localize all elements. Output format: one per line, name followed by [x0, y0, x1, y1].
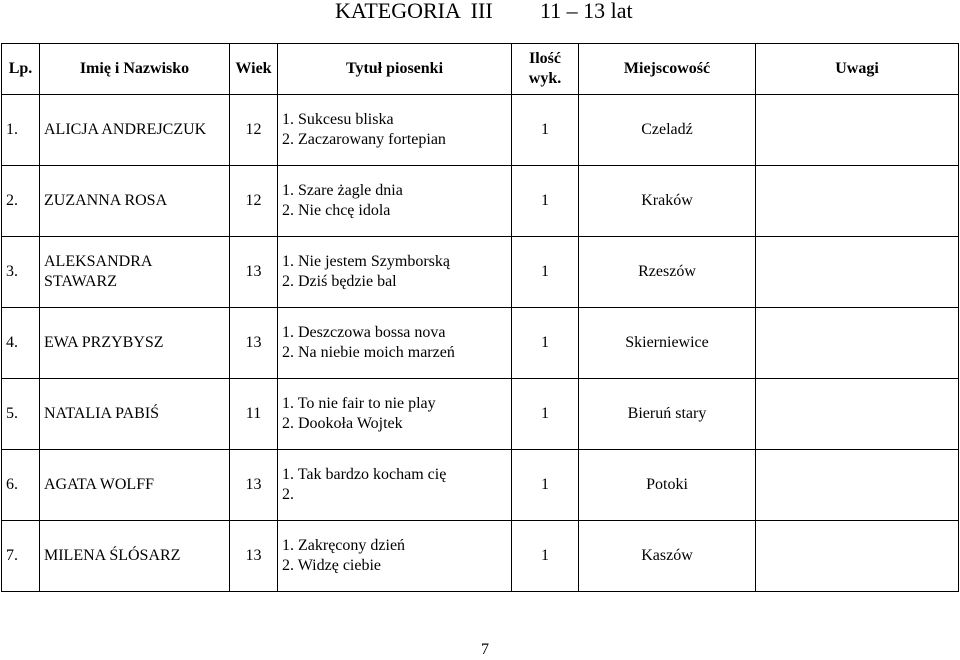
header-songs: Tytuł piosenki — [278, 44, 512, 95]
song-1: 1. Szare żagle dnia — [282, 182, 403, 199]
row-count: 1 — [512, 166, 579, 237]
table-row — [2, 379, 959, 450]
row-age: 12 — [230, 95, 278, 166]
row-age: 12 — [230, 166, 278, 237]
header-lp: Lp. — [2, 44, 40, 95]
row-age: 13 — [230, 450, 278, 521]
header-city: Miejscowość — [579, 44, 756, 95]
row-age: 13 — [230, 308, 278, 379]
row-songs — [278, 379, 512, 450]
row-city: Skierniewice — [579, 308, 756, 379]
song-1: 1. Tak bardzo kocham cię — [282, 466, 447, 483]
participants-table — [1, 43, 959, 592]
row-notes — [756, 308, 959, 379]
table-row — [2, 95, 959, 166]
row-songs — [278, 308, 512, 379]
row-lp: 3. — [2, 237, 40, 308]
row-songs — [278, 521, 512, 592]
row-songs — [278, 95, 512, 166]
header-count-line1: Ilość — [529, 50, 561, 67]
table-header-row — [2, 44, 959, 95]
row-notes — [756, 379, 959, 450]
row-notes — [756, 521, 959, 592]
song-2: 2. Nie chcę idola — [282, 202, 391, 219]
song-1: 1. Zakręcony dzień — [282, 537, 406, 554]
header-count — [512, 44, 579, 95]
row-songs — [278, 166, 512, 237]
row-lp: 4. — [2, 308, 40, 379]
row-name: ZUZANNA ROSA — [40, 166, 230, 237]
row-name: MILENA ŚLÓSARZ — [40, 521, 230, 592]
row-name: AGATA WOLFF — [40, 450, 230, 521]
table-row — [2, 166, 959, 237]
category-title: KATEGORIA III — [335, 0, 493, 23]
row-count: 1 — [512, 95, 579, 166]
row-city: Kaszów — [579, 521, 756, 592]
row-age: 13 — [230, 521, 278, 592]
table-row — [2, 450, 959, 521]
row-lp: 2. — [2, 166, 40, 237]
row-name: ALICJA ANDREJCZUK — [40, 95, 230, 166]
song-2: 2. Widzę ciebie — [282, 557, 382, 574]
header-count-line2: wyk. — [528, 70, 562, 87]
row-notes — [756, 237, 959, 308]
song-2: 2. Na niebie moich marzeń — [282, 344, 455, 361]
table-row — [2, 521, 959, 592]
row-notes — [756, 450, 959, 521]
row-age: 11 — [230, 379, 278, 450]
row-count: 1 — [512, 237, 579, 308]
row-name: ALEKSANDRA STAWARZ — [40, 237, 230, 308]
song-1: 1. Deszczowa bossa nova — [282, 324, 446, 341]
row-age: 13 — [230, 237, 278, 308]
row-count: 1 — [512, 521, 579, 592]
page-number: 7 — [481, 641, 489, 658]
row-city: Kraków — [579, 166, 756, 237]
row-lp: 6. — [2, 450, 40, 521]
row-notes — [756, 166, 959, 237]
row-city: Potoki — [579, 450, 756, 521]
row-notes — [756, 95, 959, 166]
header-name: Imię i Nazwisko — [40, 44, 230, 95]
header-age: Wiek — [230, 44, 278, 95]
table-row — [2, 308, 959, 379]
row-city: Bieruń stary — [579, 379, 756, 450]
song-2: 2. Dookoła Wojtek — [282, 415, 403, 432]
age-range-title: 11 – 13 lat — [540, 0, 633, 23]
row-city: Rzeszów — [579, 237, 756, 308]
row-count: 1 — [512, 450, 579, 521]
song-2: 2. — [282, 486, 294, 503]
song-2: 2. Zaczarowany fortepian — [282, 131, 446, 148]
header-notes: Uwagi — [756, 44, 959, 95]
row-lp: 1. — [2, 95, 40, 166]
song-2: 2. Dziś będzie bal — [282, 273, 397, 290]
song-1: 1. Sukcesu bliska — [282, 111, 394, 128]
row-lp: 7. — [2, 521, 40, 592]
row-songs — [278, 237, 512, 308]
song-1: 1. Nie jestem Szymborską — [282, 253, 450, 270]
row-lp: 5. — [2, 379, 40, 450]
table-row — [2, 237, 959, 308]
row-city: Czeladź — [579, 95, 756, 166]
row-name: EWA PRZYBYSZ — [40, 308, 230, 379]
row-songs — [278, 450, 512, 521]
row-name: NATALIA PABIŚ — [40, 379, 230, 450]
row-count: 1 — [512, 379, 579, 450]
song-1: 1. To nie fair to nie play — [282, 395, 436, 412]
row-count: 1 — [512, 308, 579, 379]
